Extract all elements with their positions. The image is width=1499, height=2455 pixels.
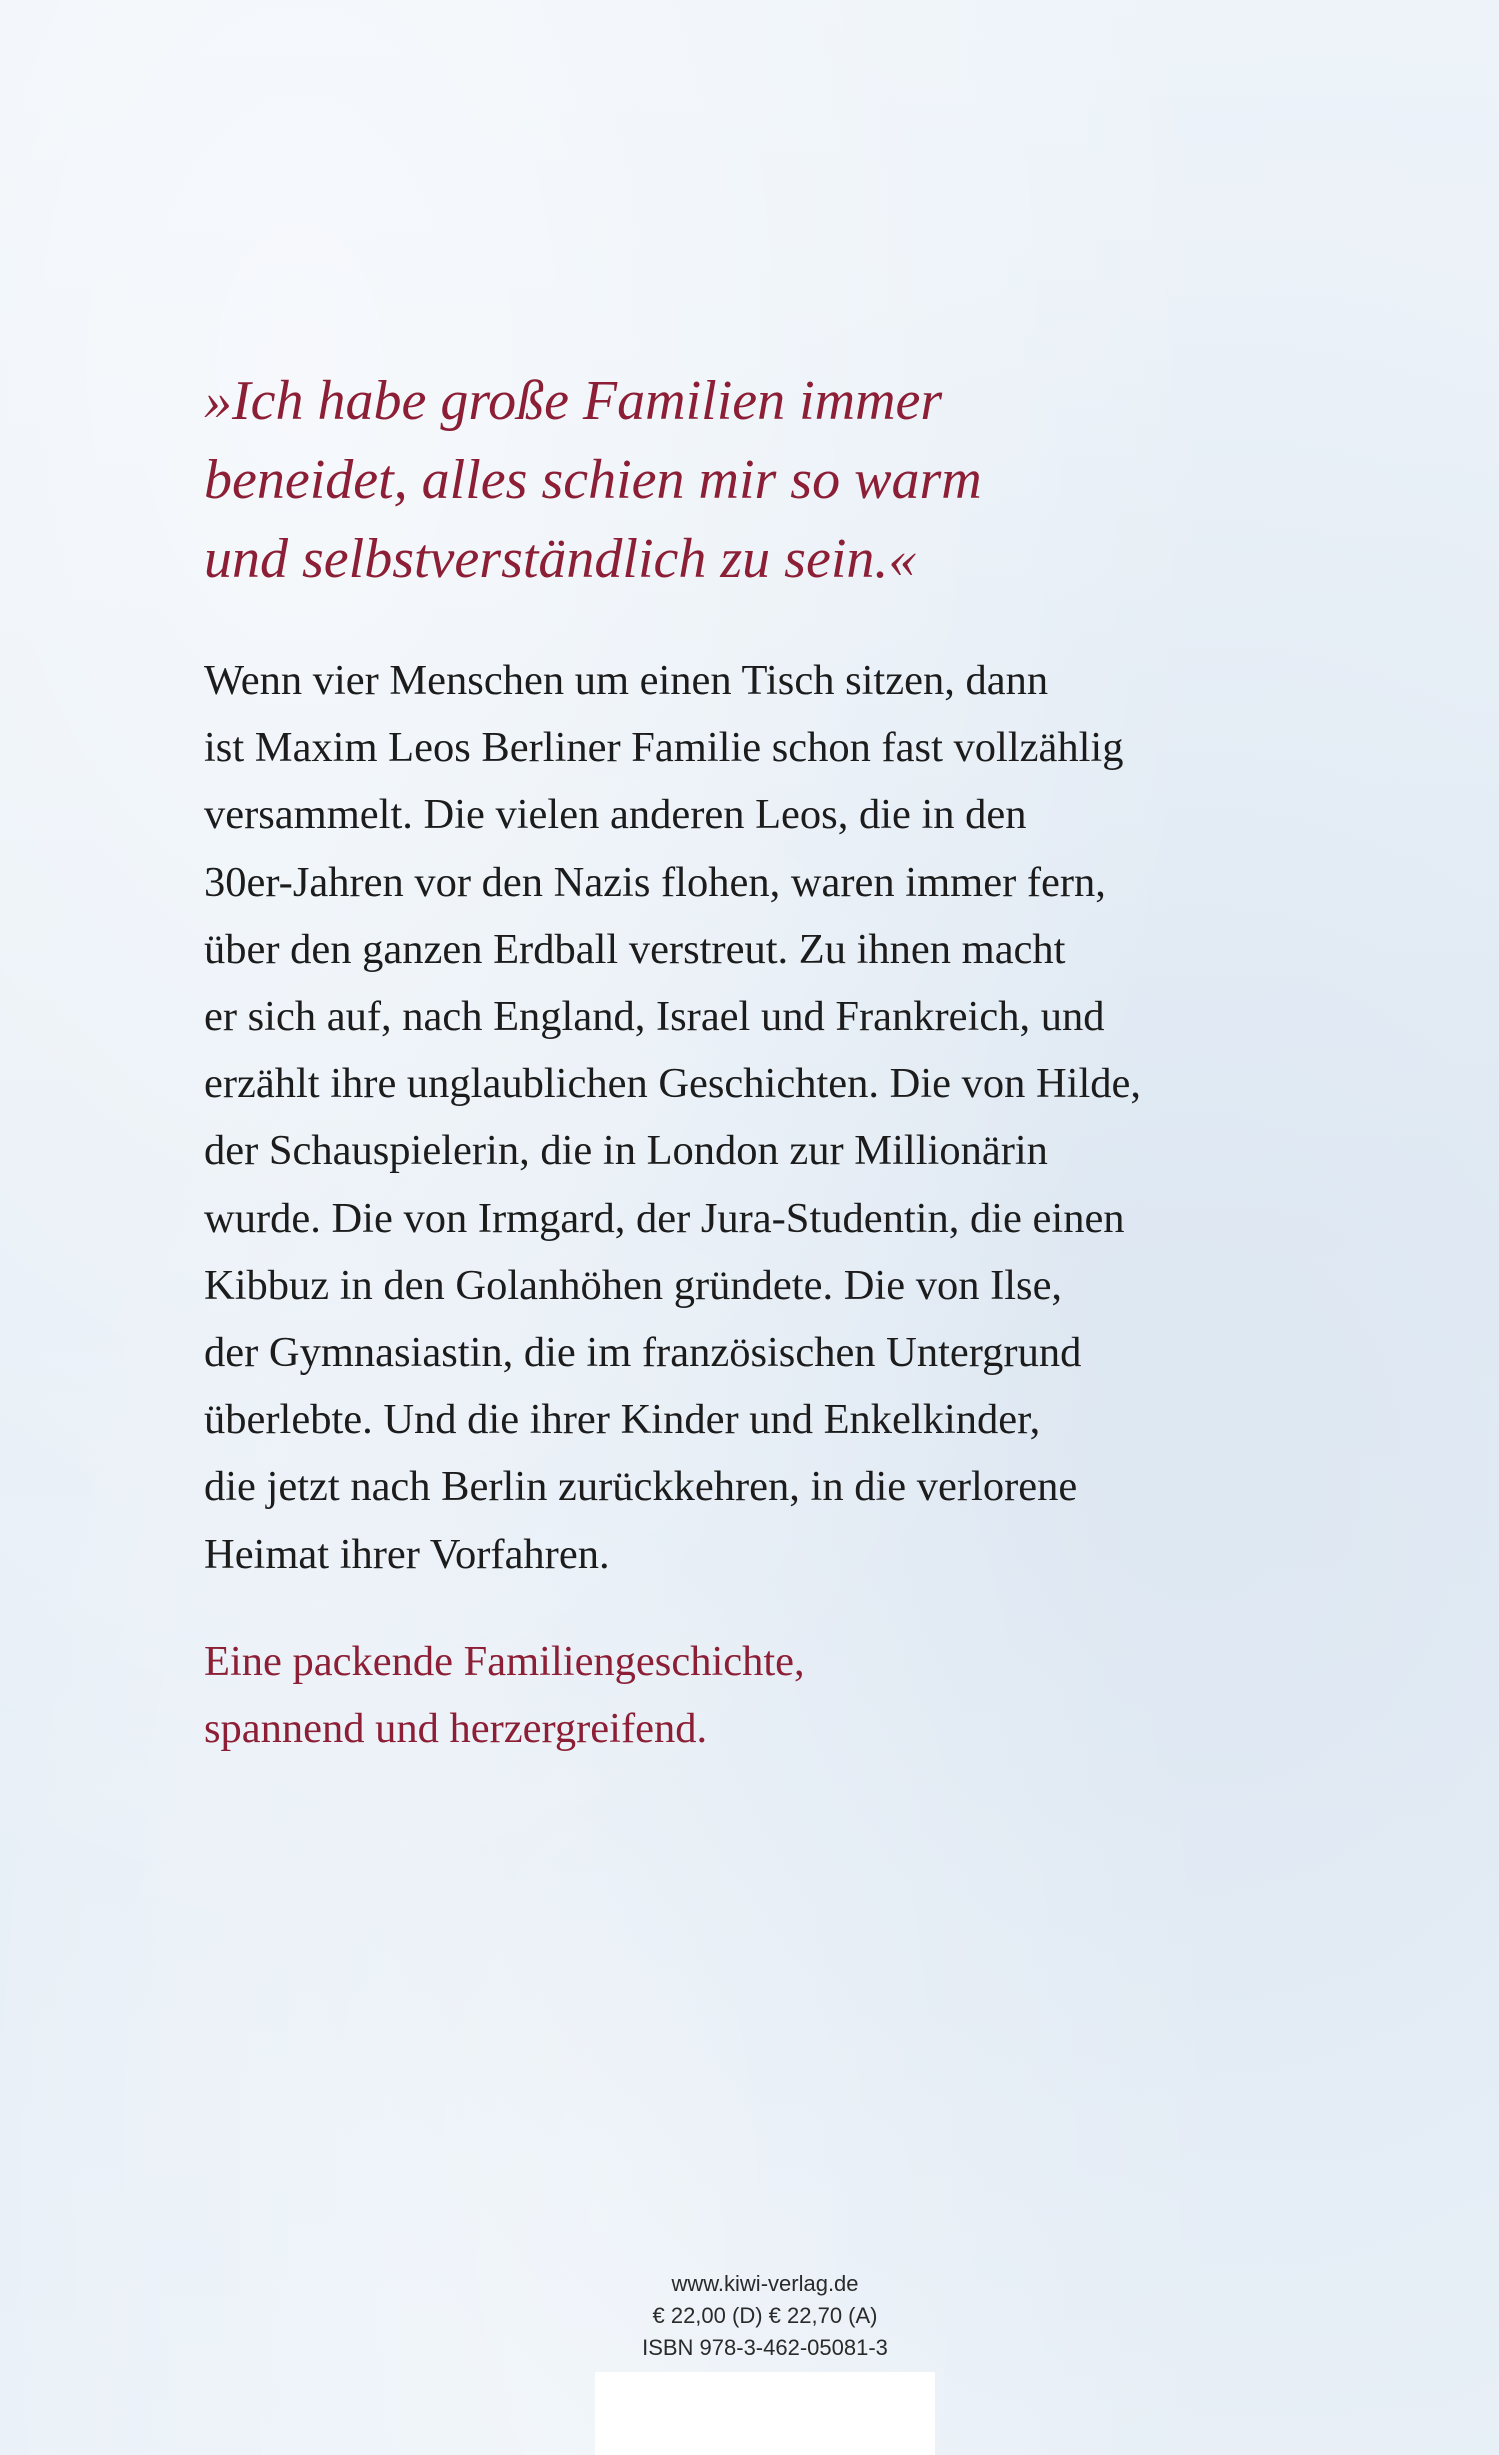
blurb-line: Kibbuz in den Golanhöhen gründete. Die von Ilse,	[204, 1261, 1063, 1309]
barcode-area	[595, 2372, 935, 2455]
quote-line: und selbstverständlich zu sein.«	[204, 528, 917, 590]
blurb-line: er sich auf, nach England, Israel und Frankreich, und	[204, 993, 1105, 1041]
publisher-website: www.kiwi-verlag.de	[671, 2271, 859, 2296]
blurb-line: ist Maxim Leos Berliner Familie schon fast vollzählig	[204, 724, 1124, 772]
quote-line: beneidet, alles schien mir so warm	[204, 449, 982, 511]
blurb-line: Heimat ihrer Vorfahren.	[204, 1530, 610, 1578]
blurb-line: überlebte. Und die ihrer Kinder und Enkelkinder,	[204, 1396, 1041, 1444]
blurb-line: die jetzt nach Berlin zurückkehren, in die verlorene	[204, 1463, 1078, 1511]
tagline-line: spannend und herzergreifend.	[204, 1705, 708, 1752]
tagline	[204, 1628, 1354, 1762]
blurb-line: wurde. Die von Irmgard, der Jura-Studentin, die einen	[204, 1194, 1125, 1242]
blurb-text	[204, 647, 1354, 1588]
tagline-line: Eine packende Familiengeschichte,	[204, 1638, 805, 1685]
quote-line: »Ich habe große Familien immer	[204, 370, 943, 432]
blurb-line: Wenn vier Menschen um einen Tisch sitzen, dann	[204, 657, 1049, 704]
blurb-line: versammelt. Die vielen anderen Leos, die in den	[204, 791, 1027, 839]
price-info: € 22,00 (D) € 22,70 (A)	[652, 2303, 878, 2328]
blurb-line: der Schauspielerin, die in London zur Millionärin	[204, 1127, 1048, 1175]
blurb-line: 30er-Jahren vor den Nazis flohen, waren immer fern,	[204, 858, 1106, 906]
blurb-line: der Gymnasiastin, die im französischen Untergrund	[204, 1329, 1082, 1377]
imprint	[595, 2268, 935, 2364]
isbn: ISBN 978-3-462-05081-3	[642, 2335, 888, 2360]
blurb-line: über den ganzen Erdball verstreut. Zu ihnen macht	[204, 925, 1066, 973]
blurb-line: erzählt ihre unglaublichen Geschichten. Die von Hilde,	[204, 1060, 1142, 1108]
pull-quote	[204, 362, 1304, 599]
